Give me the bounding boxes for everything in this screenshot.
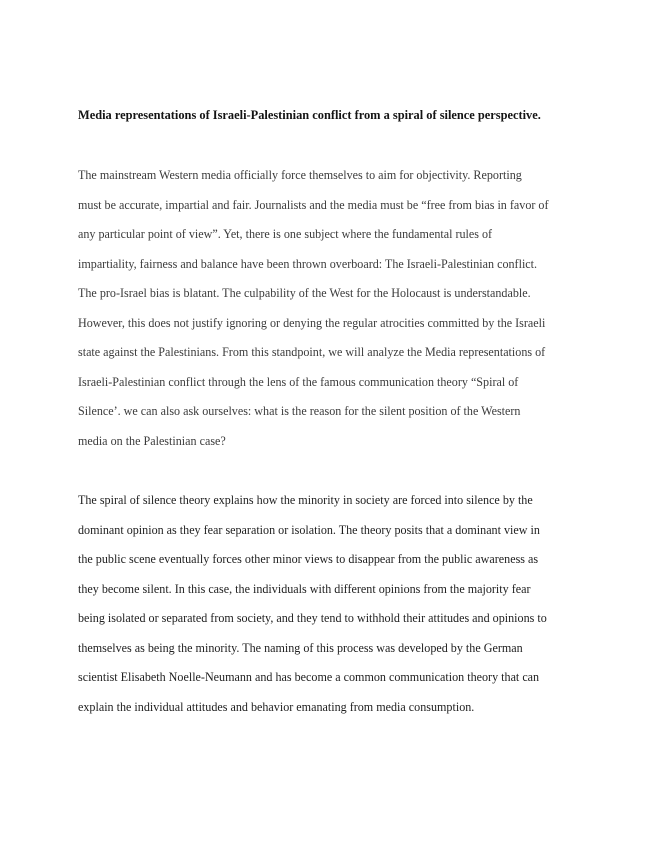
text-line: explain the individual attitudes and behavior emanating from media consumption. (78, 699, 475, 714)
text-line: scientist Elisabeth Noelle-Neumann and has become a common communication theory that can (78, 670, 540, 684)
text-line: Israeli-Palestinian conflict through the lens of the famous communication theory “Spiral of (78, 374, 519, 389)
text-line: dominant opinion as they fear separation or isolation. The theory posits that a dominant view in (78, 522, 540, 537)
text-line: any particular point of view”. Yet, there is one subject where the fundamental rules of (78, 227, 493, 241)
text-line: However, this does not justify ignoring or denying the regular atrocities committed by the Israeli (78, 315, 546, 330)
text-line: they become silent. In this case, the individuals with different opinions from the majority fear (78, 581, 531, 596)
text-line: media on the Palestinian case? (78, 433, 226, 448)
text-line: The spiral of silence theory explains how the minority in society are forced into silence by the (78, 493, 533, 507)
text-line: themselves as being the minority. The naming of this process was developed by the German (78, 640, 523, 655)
text-line: state against the Palestinians. From this standpoint, we will analyze the Media representations of (78, 345, 546, 359)
text-line: the public scene eventually forces other minor views to disappear from the public awareness as (78, 552, 539, 566)
text-line: The mainstream Western media officially force themselves to aim for objectivity. Reporting (78, 168, 522, 182)
document-title: Media representations of Israeli-Palestinian conflict from a spiral of silence perspective. (78, 108, 541, 122)
text-line: Silence’. we can also ask ourselves: what is the reason for the silent position of the Western (78, 404, 521, 418)
text-line: impartiality, fairness and balance have been thrown overboard: The Israeli-Palestinian conflict. (78, 256, 538, 271)
paragraph-theory (78, 491, 588, 727)
text-line: The pro-Israel bias is blatant. The culpability of the West for the Holocaust is understandable. (78, 286, 531, 300)
text-line: must be accurate, impartial and fair. Journalists and the media must be “free from bias in favor of (78, 197, 549, 212)
text-line: being isolated or separated from society, and they tend to withhold their attitudes and opinions to (78, 611, 547, 625)
paragraph-intro (78, 166, 588, 461)
